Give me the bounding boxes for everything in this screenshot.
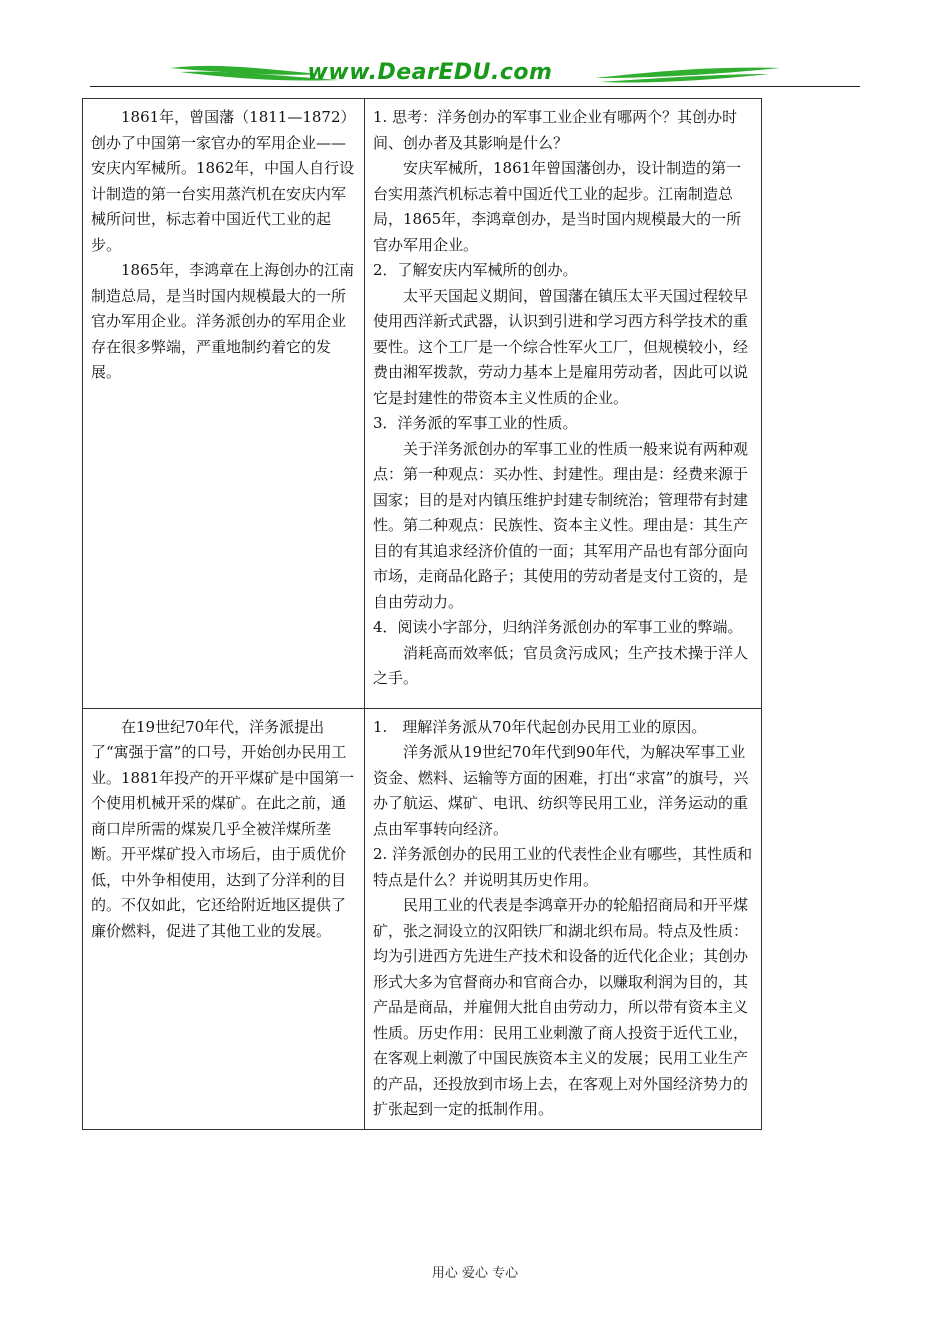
answer: 消耗高而效率低；官员贪污成风；生产技术操于洋人之手。: [373, 643, 749, 687]
left-cell-civil: [83, 708, 365, 1129]
paragraph: 1865年，李鸿章在上海创办的江南制造总局，是当时国内规模最大的一所官办军用企业。洋务派创办的军用企业存在很多弊端，严重地制约着它的发展。: [91, 261, 355, 381]
question: 1. 思考：洋务创办的军事工业企业有哪两个？其创办时间、创办者及其影响是什么？: [373, 108, 738, 152]
left-cell-military: [83, 99, 365, 709]
question: 1. 理解洋务派从70年代起创办民用工业的原因。: [373, 717, 707, 736]
question: 3．洋务派的军事工业的性质。: [373, 414, 578, 432]
question: 4．阅读小字部分，归纳洋务派创办的军事工业的弊端。: [373, 618, 743, 636]
answer: 民用工业的代表是李鸿章开办的轮船招商局和开平煤矿，张之洞设立的汉阳铁厂和湖北织布局。特点及性质：均为引进西方先进生产技术和设备的近代化企业；其创办形式大多为官督商办和官商合办，以赚取利润为目的，其产品是商品，并雇佣大批自由劳动力，所以带有资本主义性质。历史作用：民用工业刺激了商人投资于近代工业，在客观上刺激了中国民族资本主义的发展；民用工业生产的产品，还投放到市场上去，在客观上对外国经济势力的扩张起到一定的抵制作用。: [373, 896, 749, 1118]
page-footer: 用心 爱心 专心: [431, 1266, 519, 1281]
answer: 安庆军械所，1861年曾国藩创办，设计制造的第一台实用蒸汽机标志着中国近代工业的起步。江南制造总局，1865年，李鸿章创办，是当时国内规模最大的一所官办军用企业。: [373, 159, 742, 254]
paragraph: 1861年，曾国藩（1811—1872）创办了中国第一家官办的军用企业——安庆内军械所。1862年，中国人自行设计制造的第一台实用蒸汽机在安庆内军械所问世，标志着中国近代工业的起步。: [91, 108, 356, 254]
paragraph: 在19世纪70年代，洋务派提出了“寓强于富”的口号，开始创办民用工业。1881年投产的开平煤矿是中国第一个使用机械开采的煤矿。在此之前，通商口岸所需的煤炭几乎全被洋煤所垄断。开平煤矿投入市场后，由于质优价低，中外争相使用，达到了分洋利的目的。不仅如此，它还给附近地区提供了廉价燃料，促进了其他工业的发展。: [91, 717, 355, 940]
table-row: [83, 708, 762, 1129]
table-row: [83, 99, 762, 709]
header-divider: [90, 86, 860, 87]
right-cell-military: [365, 99, 762, 709]
question: 2．了解安庆内军械所的创办。: [373, 261, 578, 279]
answer: 关于洋务派创办的军事工业的性质一般来说有两种观点：第一种观点：买办性、封建性。理由是：经费来源于国家；目的是对内镇压维护封建专制统治；管理带有封建性。第二种观点：民族性、资本主义性。理由是：其生产目的有其追求经济价值的一面；其军用产品也有部分面向市场，走商品化路子；其使用的劳动者是支付工资的，是自由劳动力。: [373, 439, 749, 611]
answer: 洋务派从19世纪70年代到90年代，为解决军事工业资金、燃料、运输等方面的困难，打出“求富”的旗号，兴办了航运、煤矿、电讯、纺织等民用工业，洋务运动的重点由军事转向经济。: [373, 743, 749, 838]
spacer: [373, 692, 753, 702]
question: 2. 洋务派创办的民用工业的代表性企业有哪些，其性质和特点是什么？并说明其历史作用。: [373, 845, 753, 889]
answer: 太平天国起义期间，曾国藩在镇压太平天国过程较早使用西洋新式武器，认识到引进和学习西方科学技术的重要性。这个工厂是一个综合性军火工厂，但规模较小，经费由湘军拨款，劳动力基本上是雇用劳动者，因此可以说它是封建性的带资本主义性质的企业。: [373, 286, 749, 407]
right-cell-civil: [365, 708, 762, 1129]
content-table: [82, 98, 762, 1130]
site-logo[interactable]: www.DearEDU.com: [307, 60, 553, 85]
